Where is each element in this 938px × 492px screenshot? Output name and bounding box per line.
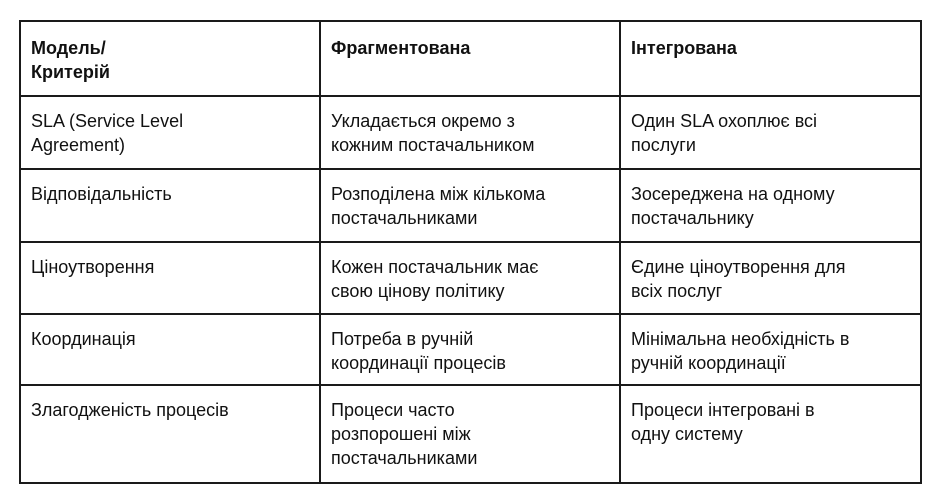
cell-text: Відповідальність (31, 184, 172, 204)
header-label: Інтегрована (631, 38, 737, 58)
cell-text: Злагодженість процесів (31, 400, 229, 420)
cell-text: Один SLA охоплює всі послуги (631, 111, 818, 155)
table-cell (20, 242, 320, 314)
table-cell (320, 169, 620, 242)
table-cell (20, 96, 320, 169)
table-cell (320, 385, 620, 483)
table-cell (20, 169, 320, 242)
table-cell (20, 385, 320, 483)
header-criterion (20, 21, 320, 96)
table-row (20, 242, 921, 314)
cell-text: Координація (31, 329, 136, 349)
cell-text: Процеси часто розпорошені між постачальниками (331, 400, 478, 468)
table-cell (320, 96, 620, 169)
header-integrated (620, 21, 921, 96)
table-cell (20, 314, 320, 385)
table-cell (620, 385, 921, 483)
table-cell (620, 242, 921, 314)
table-cell (620, 96, 921, 169)
cell-text: Процеси інтегровані в одну систему (631, 400, 815, 444)
cell-text: Єдине ціноутворення для всіх послуг (631, 257, 846, 301)
table-cell (620, 169, 921, 242)
table-header-row (20, 21, 921, 96)
cell-text: Зосереджена на одному постачальнику (631, 184, 835, 228)
cell-text: Розподілена між кількома постачальниками (331, 184, 546, 228)
table-row (20, 385, 921, 483)
header-label: Фрагментована (331, 38, 471, 58)
cell-text: Ціноутворення (31, 257, 155, 277)
cell-text: SLA (Service Level Agreement) (31, 111, 184, 155)
comparison-table (19, 20, 922, 484)
table-cell (320, 242, 620, 314)
cell-text: Укладається окремо з кожним постачальником (331, 111, 535, 155)
table-cell (320, 314, 620, 385)
cell-text: Потреба в ручній координації процесів (331, 329, 506, 373)
table-cell (620, 314, 921, 385)
table-row (20, 96, 921, 169)
header-fragmented (320, 21, 620, 96)
header-label: Модель/ Критерій (31, 38, 110, 82)
table-row (20, 169, 921, 242)
table-row (20, 314, 921, 385)
cell-text: Мінімальна необхідність в ручній координації (631, 329, 850, 373)
cell-text: Кожен постачальник має свою цінову політику (331, 257, 539, 301)
